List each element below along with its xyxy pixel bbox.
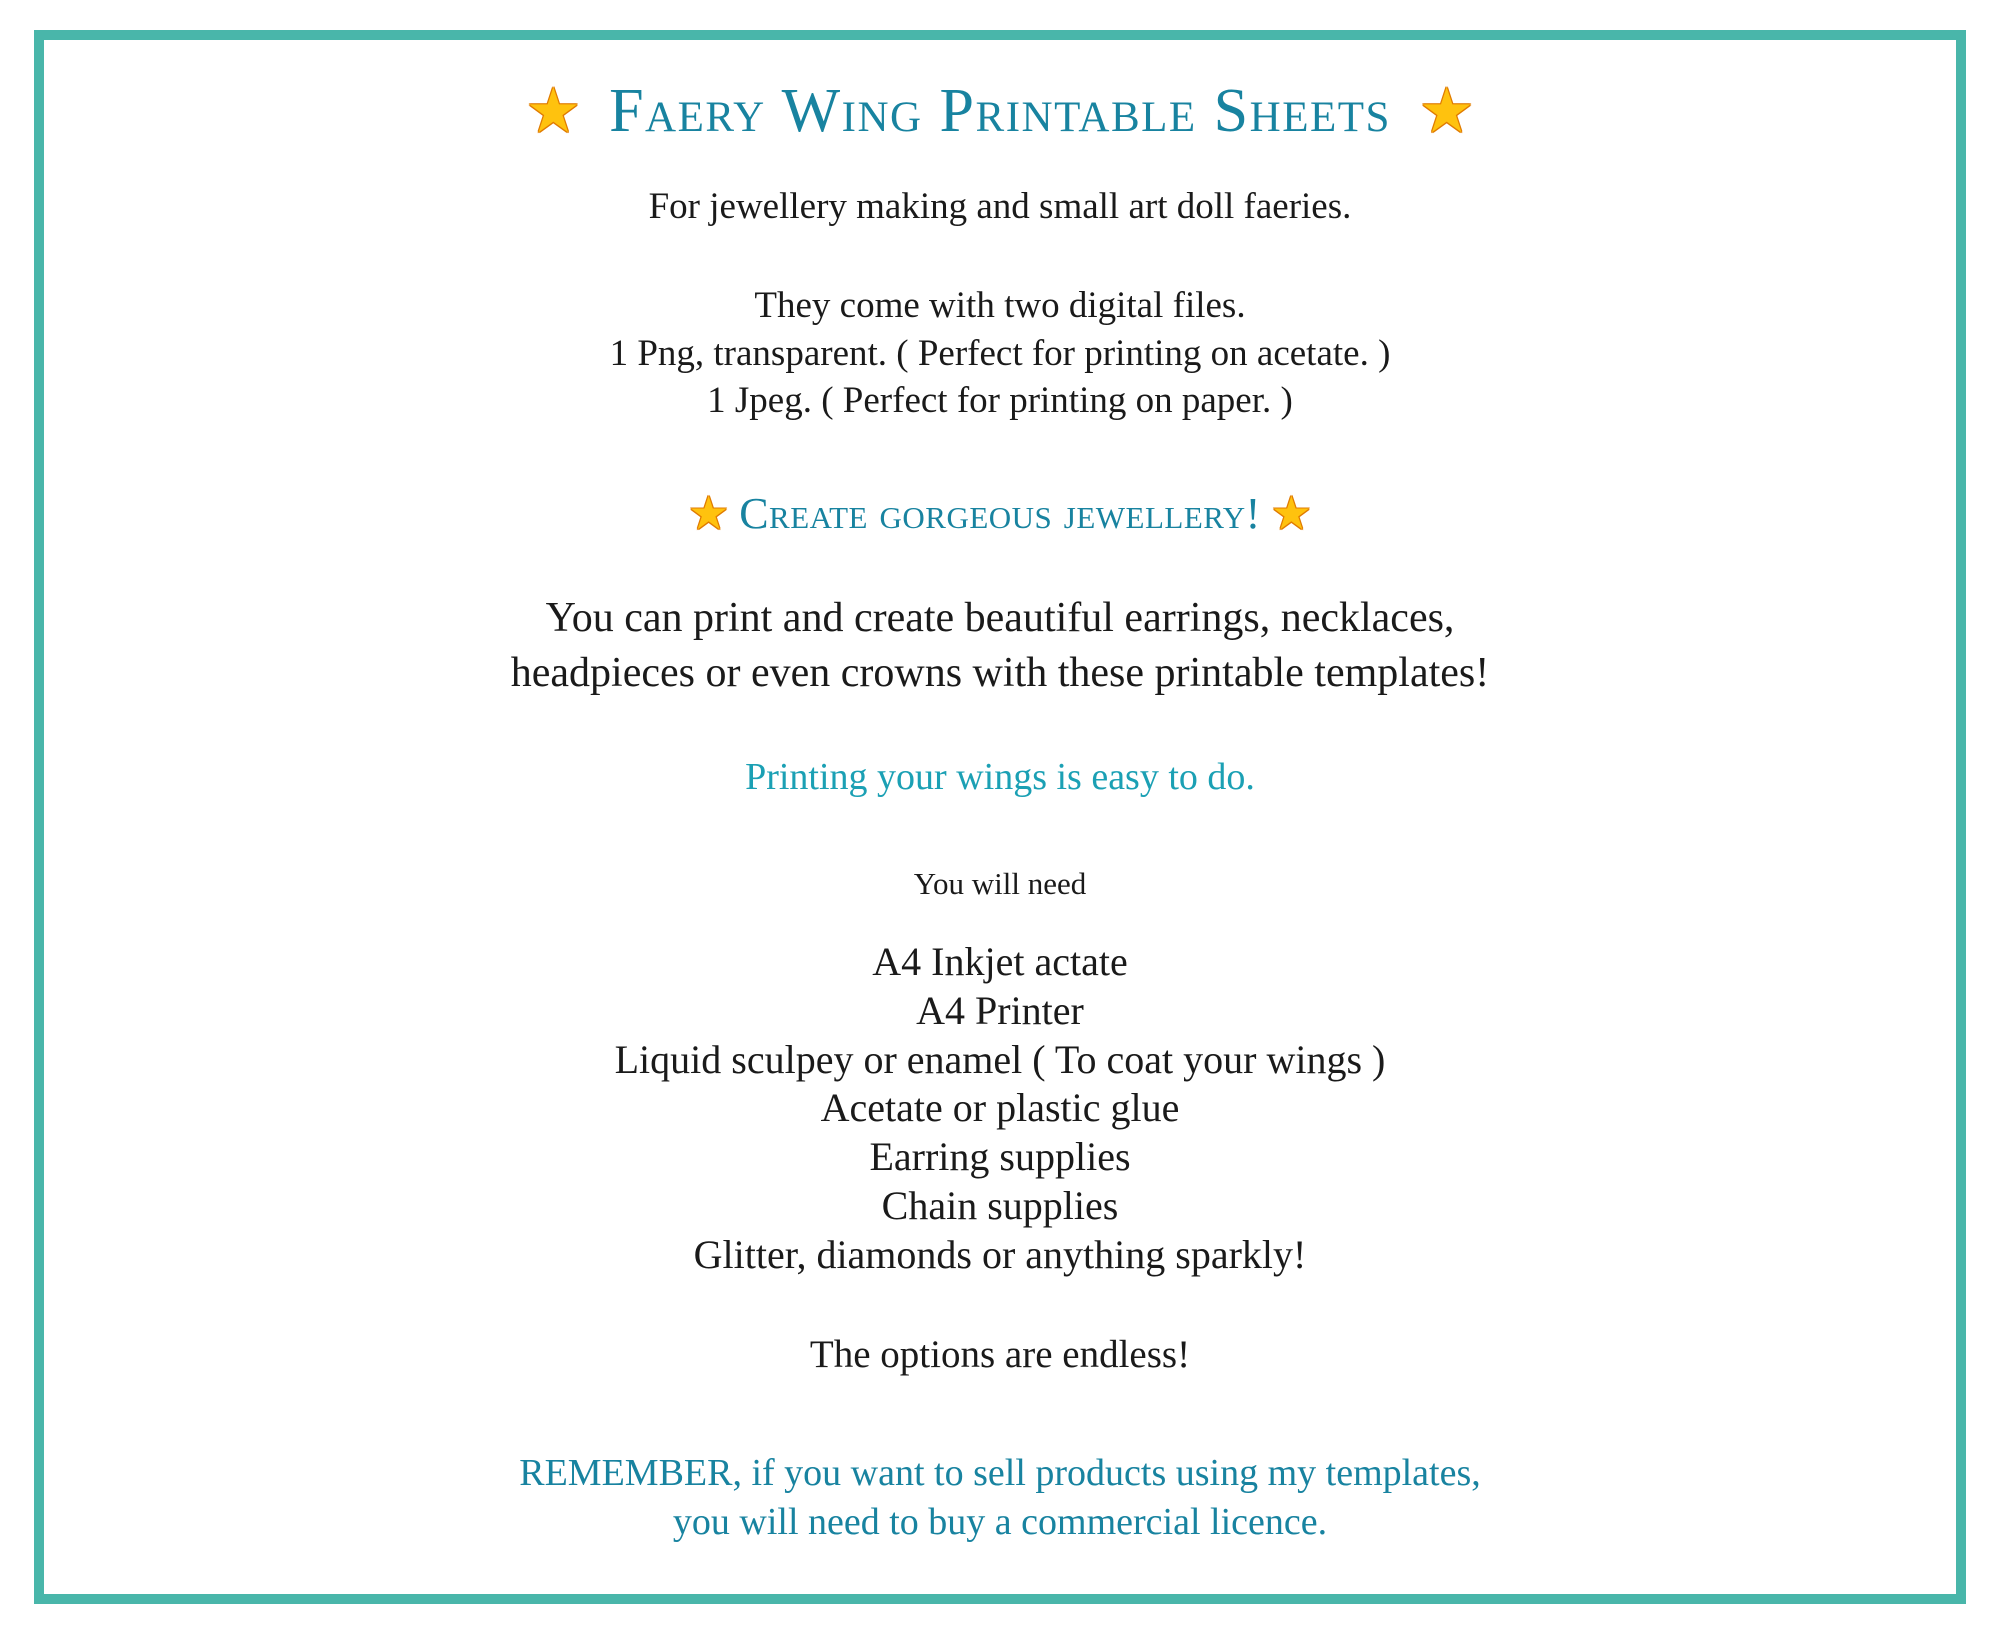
remember-line-2: you will need to buy a commercial licence.: [672, 1500, 1328, 1543]
endless-text: The options are endless!: [809, 1332, 1191, 1376]
list-item: A4 Inkjet actate: [872, 939, 1128, 985]
list-item: Liquid sculpey or enamel ( To coat your wings ): [614, 1036, 1386, 1082]
uses-line-2: headpieces or even crowns with these printable templates!: [510, 650, 1490, 697]
list-item: Glitter, diamonds or anything sparkly!: [693, 1231, 1307, 1277]
supplies-list: [615, 938, 1386, 1280]
page-title: Faery Wing Printable Sheets: [609, 77, 1391, 145]
star-icon-right: ★: [1418, 77, 1475, 146]
files-line-1: They come with two digital files.: [754, 285, 1246, 327]
list-item: Acetate or plastic glue: [820, 1085, 1180, 1131]
star-icon-subheading-right: ★: [1270, 487, 1313, 539]
files-line-2: 1 Png, transparent. ( Perfect for printing on acetate. ): [609, 332, 1391, 374]
intro-text: For jewellery making and small art doll faeries.: [648, 186, 1352, 227]
printing-note: Printing your wings is easy to do.: [745, 755, 1255, 798]
subheading-row: [688, 488, 1312, 539]
supplies-label: You will need: [913, 866, 1087, 902]
uses-line-1: You can print and create beautiful earrings, necklaces,: [545, 595, 1455, 642]
list-item: Chain supplies: [881, 1183, 1119, 1228]
list-item: A4 Printer: [916, 987, 1084, 1033]
subheading: Create gorgeous jewellery!: [739, 489, 1261, 539]
title-row: [525, 76, 1474, 147]
star-icon-left: ★: [525, 77, 582, 146]
files-line-3: 1 Jpeg. ( Perfect for printing on paper. ): [707, 380, 1293, 422]
remember-line-1: REMEMBER, if you want to sell products using my templates,: [519, 1451, 1481, 1494]
list-item: Earring supplies: [869, 1134, 1131, 1180]
teal-bordered-frame: [34, 30, 1966, 1604]
star-icon-subheading-left: ★: [687, 487, 730, 539]
